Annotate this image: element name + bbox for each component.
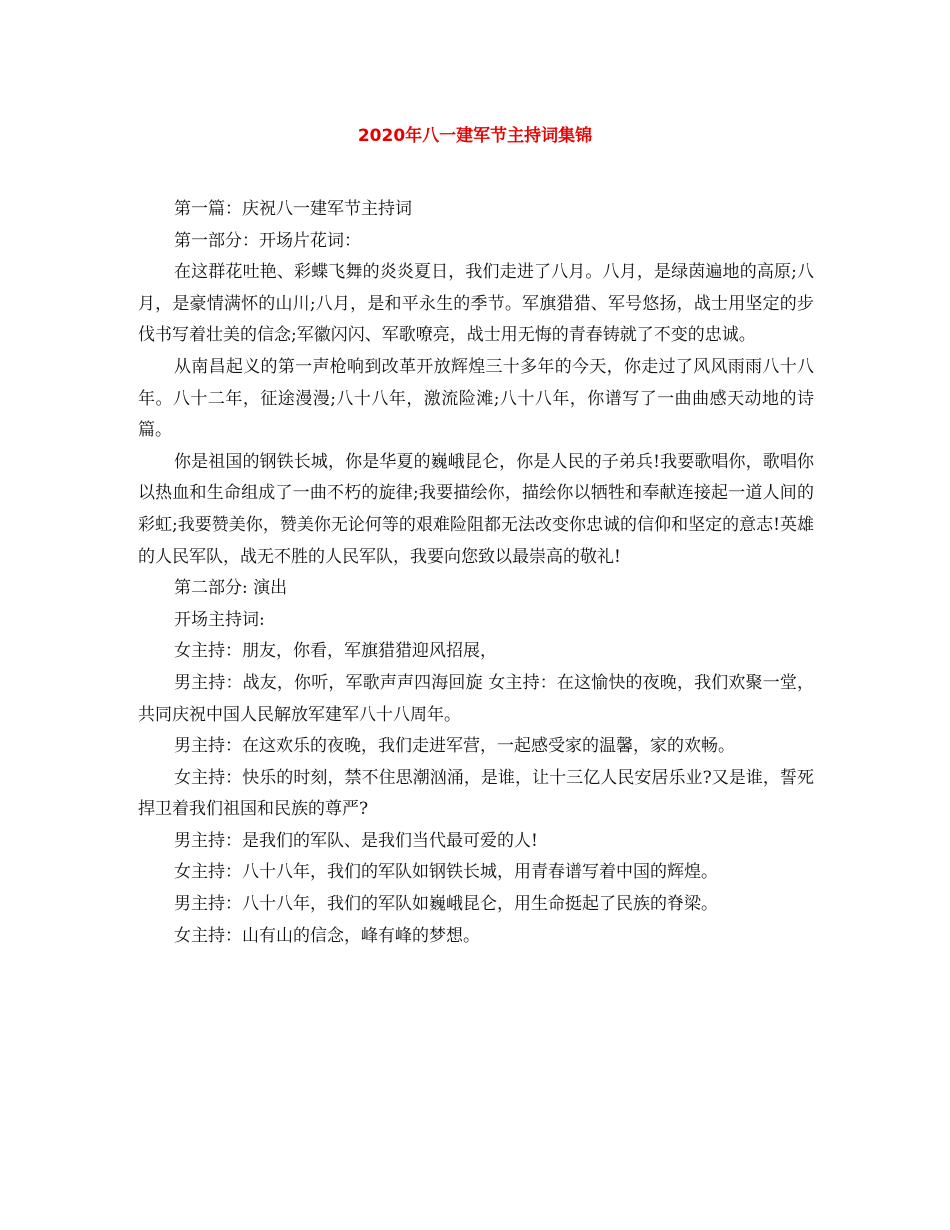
paragraph-dialogue: 女主持：山有山的信念，峰有峰的梦想。 <box>174 925 480 946</box>
paragraph-opening: 在这群花吐艳、彩蝶飞舞的炎炎夏日，我们走进了八月。八月，是绿茵遍地的高原;八月，是豪情满怀的山川;八月，是和平永生的季节。军旗猎猎、军号悠扬，战士用坚定的步伐书写着壮美的信念;军徽闪闪、军歌嘹亮，战士用无悔的青春铸就了不变的忠诚。 <box>138 262 814 346</box>
document-body <box>138 194 814 952</box>
paragraph-dialogue: 男主持：在这欢乐的夜晚，我们走进军营，一起感受家的温馨，家的欢畅。 <box>174 736 735 757</box>
paragraph-dialogue: 男主持：战友，你听，军歌声声四海回旋 女主持：在这愉快的夜晚，我们欢聚一堂，共同庆祝中国人民解放军建军八十八周年。 <box>138 672 814 725</box>
paragraph-tribute: 你是祖国的钢铁长城，你是华夏的巍峨昆仑，你是人民的子弟兵!我要歌唱你，歌唱你以热血和生命组成了一曲不朽的旋律;我要描绘你，描绘你以牺牲和奉献连接起一道人间的彩虹;我要赞美你，赞美你无论何等的艰难险阻都无法改变你忠诚的信仰和坚定的意志!英雄的人民军队，战无不胜的人民军队，我要向您致以最崇高的敬礼! <box>138 451 814 567</box>
paragraph-dialogue: 男主持：八十八年，我们的军队如巍峨昆仑，用生命挺起了民族的脊梁。 <box>174 894 718 915</box>
paragraph-dialogue: 男主持：是我们的军队、是我们当代最可爱的人! <box>174 830 538 851</box>
document-title: 2020年八一建军节主持词集锦 <box>357 126 593 146</box>
paragraph-part-two-heading: 第二部分: 演出 <box>174 578 288 599</box>
paragraph-history: 从南昌起义的第一声枪响到改革开放辉煌三十多年的今天，你走过了风风雨雨八十八年。八十二年，征途漫漫;八十八年，激流险滩;八十八年，你谱写了一曲曲感天动地的诗篇。 <box>138 356 814 441</box>
paragraph-part-heading: 第一部分：开场片花词： <box>174 230 361 251</box>
paragraph-dialogue: 女主持：快乐的时刻，禁不住思潮汹涌，是谁，让十三亿人民安居乐业?又是谁，誓死捍卫着我们祖国和民族的尊严? <box>138 767 814 820</box>
paragraph-dialogue: 女主持：八十八年，我们的军队如钢铁长城，用青春谱写着中国的辉煌。 <box>174 862 718 883</box>
paragraph-section-heading: 第一篇：庆祝八一建军节主持词 <box>174 199 412 219</box>
paragraph-dialogue: 女主持：朋友，你看，军旗猎猎迎风招展， <box>174 641 497 662</box>
paragraph-opening-host-heading: 开场主持词: <box>174 609 265 630</box>
